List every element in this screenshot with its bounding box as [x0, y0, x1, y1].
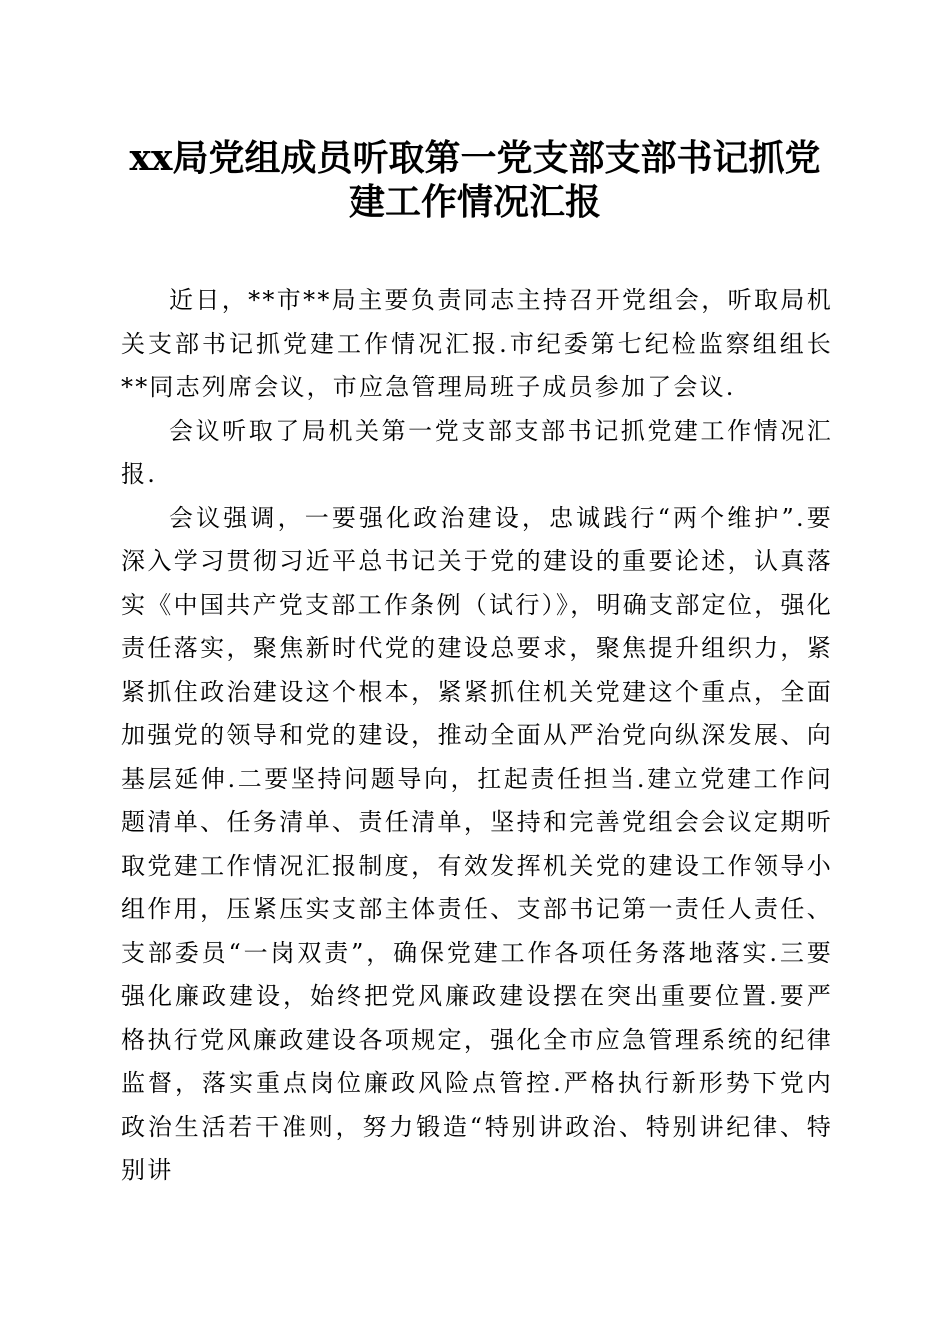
document-body	[121, 279, 833, 1193]
title-line-1: xx局党组成员听取第一党支部支部书记抓党	[129, 137, 821, 179]
document-title	[100, 136, 850, 224]
title-line-2: 建工作情况汇报	[348, 181, 601, 223]
paragraph-3: 会议强调，一要强化政治建设，忠诚践行“两个维护”.要深入学习贯彻习近平总书记关于党的建设的重要论述，认真落实《中国共产党支部工作条例（试行）》，明确支部定位，强化责任落实，聚焦新时代党的建设总要求，聚焦提升组织力，紧紧抓住政治建设这个根本，紧紧抓住机关党建这个重点，全面加强党的领导和党的建设，推动全面从严治党向纵深发展、向基层延伸.二要坚持问题导向，扛起责任担当.建立党建工作问题清单、任务清单、责任清单，坚持和完善党组会会议定期听取党建工作情况汇报制度，有效发挥机关党的建设工作领导小组作用，压紧压实支部主体责任、支部书记第一责任人责任、支部委员“一岗双责”，确保党建工作各项任务落地落实.三要强化廉政建设，始终把党风廉政建设摆在突出重要位置.要严格执行党风廉政建设各项规定，强化全市应急管理系统的纪律监督，落实重点岗位廉政风险点管控.严格执行新形势下党内政治生活若干准则，努力锻造“特别讲政治、特别讲纪律、特别讲	[121, 503, 833, 1184]
paragraph-2: 会议听取了局机关第一党支部支部书记抓党建工作情况汇报.	[121, 416, 833, 488]
paragraph-1: 近日，**市**局主要负责同志主持召开党组会，听取局机关支部书记抓党建工作情况汇报.市纪委第七纪检监察组组长**同志列席会议，市应急管理局班子成员参加了会议.	[121, 286, 833, 401]
